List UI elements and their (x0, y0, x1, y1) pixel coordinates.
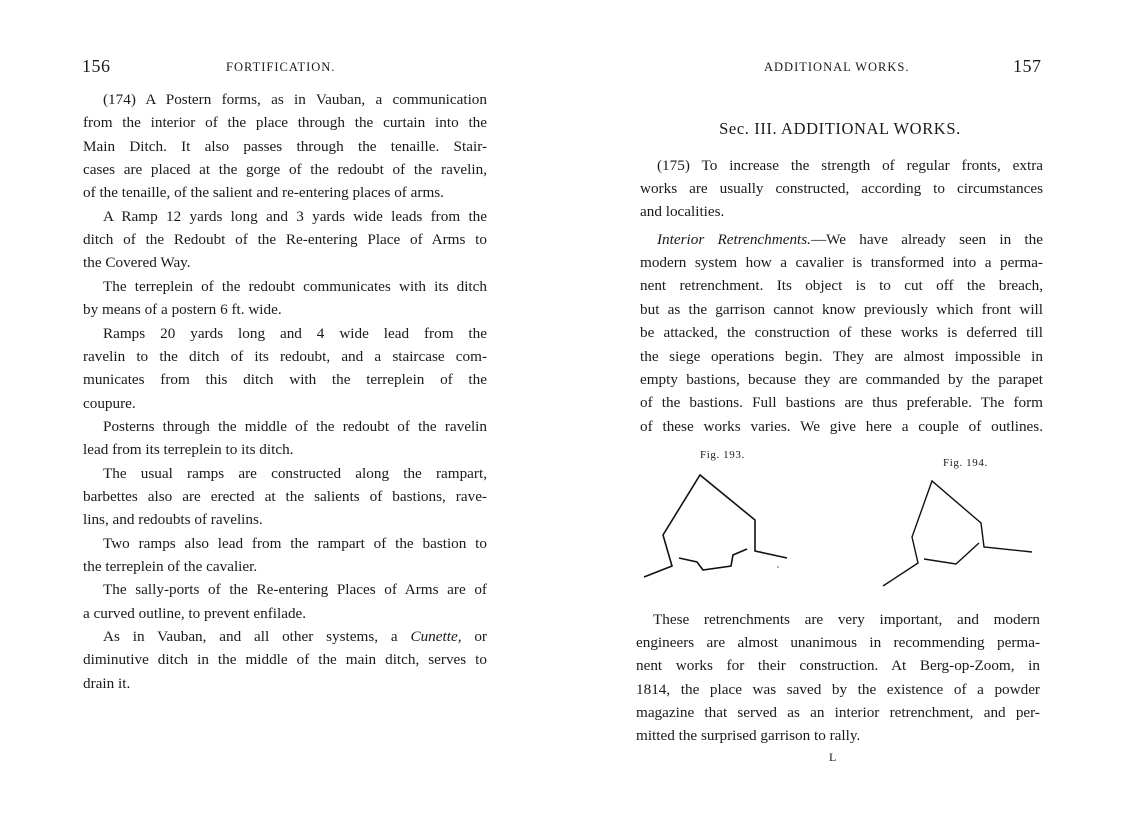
text-line: A Ramp 12 yards long and 3 yards wide leads from the (103, 207, 487, 225)
text-line: but as the garrison cannot know previously which front will (640, 300, 1043, 318)
figure-diagrams (562, 0, 1125, 813)
text-line: nent works for their construction. At Berg-op-Zoom, in (636, 657, 1040, 675)
text-line: by means of a postern 6 ft. wide. (83, 301, 282, 319)
italic-term: Cunette (410, 628, 458, 646)
text-line: the siege operations begin. They are almost impossible in (640, 347, 1043, 365)
text-line: (174) A Postern forms, as in Vauban, a communication (103, 91, 487, 108)
text-line: works are usually constructed, according to circumstances (640, 180, 1043, 198)
right-page (562, 0, 1125, 813)
text-line: nent retrenchment. Its object is to cut off the breach, (640, 277, 1043, 295)
text-line: The usual ramps are constructed along the rampart, (103, 464, 487, 482)
text-line: of the tenaille, of the salient and re-entering places of arms. (83, 184, 444, 202)
text-line: be attacked, the construction of these works is deferred till (640, 324, 1043, 342)
text-line: the terreplein of the cavalier. (83, 558, 258, 575)
text-line: lead from its terreplein to its ditch. (83, 441, 294, 459)
text-line: from the interior of the place through the curtain into the (83, 114, 487, 132)
text-line: These retrenchments are very important, and modern (653, 611, 1040, 628)
page-number: 157 (1013, 56, 1042, 76)
text-line (103, 627, 487, 647)
text-line: modern system how a cavalier is transformed into a perma- (640, 254, 1043, 271)
text-line: 1814, the place was saved by the existence of a powder (636, 680, 1040, 698)
text-line: Posterns through the middle of the redoubt of the ravelin (103, 417, 487, 435)
text-line: Two ramps also lead from the rampart of the bastion to (103, 534, 487, 552)
text-line: (175) To increase the strength of regular fronts, extra (657, 157, 1043, 174)
fig193-outer-line (644, 475, 787, 577)
text-segment: , or (457, 628, 487, 646)
text-line: ditch of the Redoubt of the Re-entering Place of Arms to (83, 231, 487, 249)
text-line: barbettes also are erected at the salients of bastions, rave- (83, 487, 487, 505)
page-number: 156 (82, 56, 111, 76)
running-head: ADDITIONAL WORKS. (764, 60, 910, 74)
text-line: Main Ditch. It also passes through the tenaille. Stair- (83, 137, 487, 155)
text-line: ravelin to the ditch of its redoubt, and a staircase com- (83, 347, 487, 365)
text-line: The terreplein of the redoubt communicates with its ditch (103, 277, 487, 295)
left-page (0, 0, 562, 813)
text-line: drain it. (83, 674, 131, 692)
text-line: empty bastions, because they are commanded by the parapet (640, 371, 1043, 388)
figure-label: Fig. 193. (700, 449, 745, 461)
fig193-retrenchment-line (679, 549, 747, 570)
signature-mark: L (829, 750, 837, 764)
section-heading: Sec. III. ADDITIONAL WORKS. (719, 119, 961, 138)
text-segment: —We have already seen in the (810, 231, 1043, 248)
text-segment: As in Vauban, and all other systems, a (103, 628, 411, 646)
text-line: mitted the surprised garrison to rally. (636, 727, 861, 744)
text-line: Ramps 20 yards long and 4 wide lead from the (103, 324, 487, 342)
figure-194-outline (883, 481, 1032, 586)
text-line: engineers are almost unanimous in recommending perma- (636, 634, 1040, 652)
text-line: the Covered Way. (83, 254, 191, 272)
fig194-retrenchment-line (924, 543, 979, 564)
text-line: cases are placed at the gorge of the redoubt of the ravelin, (83, 161, 487, 179)
text-line: municates from this ditch with the terreplein of the (83, 371, 487, 389)
running-head: FORTIFICATION. (226, 60, 336, 74)
text-line: The sally-ports of the Re-entering Places of Arms are of (103, 581, 487, 599)
text-line: magazine that served as an interior retrenchment, and per- (636, 703, 1040, 721)
figure-label: Fig. 194. (943, 457, 988, 469)
text-line: of these works varies. We give here a couple of outlines. (640, 417, 1043, 435)
fig193-dot (777, 566, 779, 568)
text-line: lins, and redoubts of ravelins. (83, 511, 263, 529)
text-line: of the bastions. Full bastions are thus preferable. The form (640, 394, 1043, 412)
text-line: a curved outline, to prevent enfilade. (83, 604, 307, 622)
text-line: diminutive ditch in the middle of the main ditch, serves to (83, 651, 487, 669)
text-line: and localities. (640, 203, 725, 221)
italic-heading: Interior Retrenchments. (657, 231, 811, 248)
fig194-outer-line (883, 481, 1032, 586)
figure-193-outline (644, 475, 787, 577)
text-line: coupure. (83, 394, 136, 412)
